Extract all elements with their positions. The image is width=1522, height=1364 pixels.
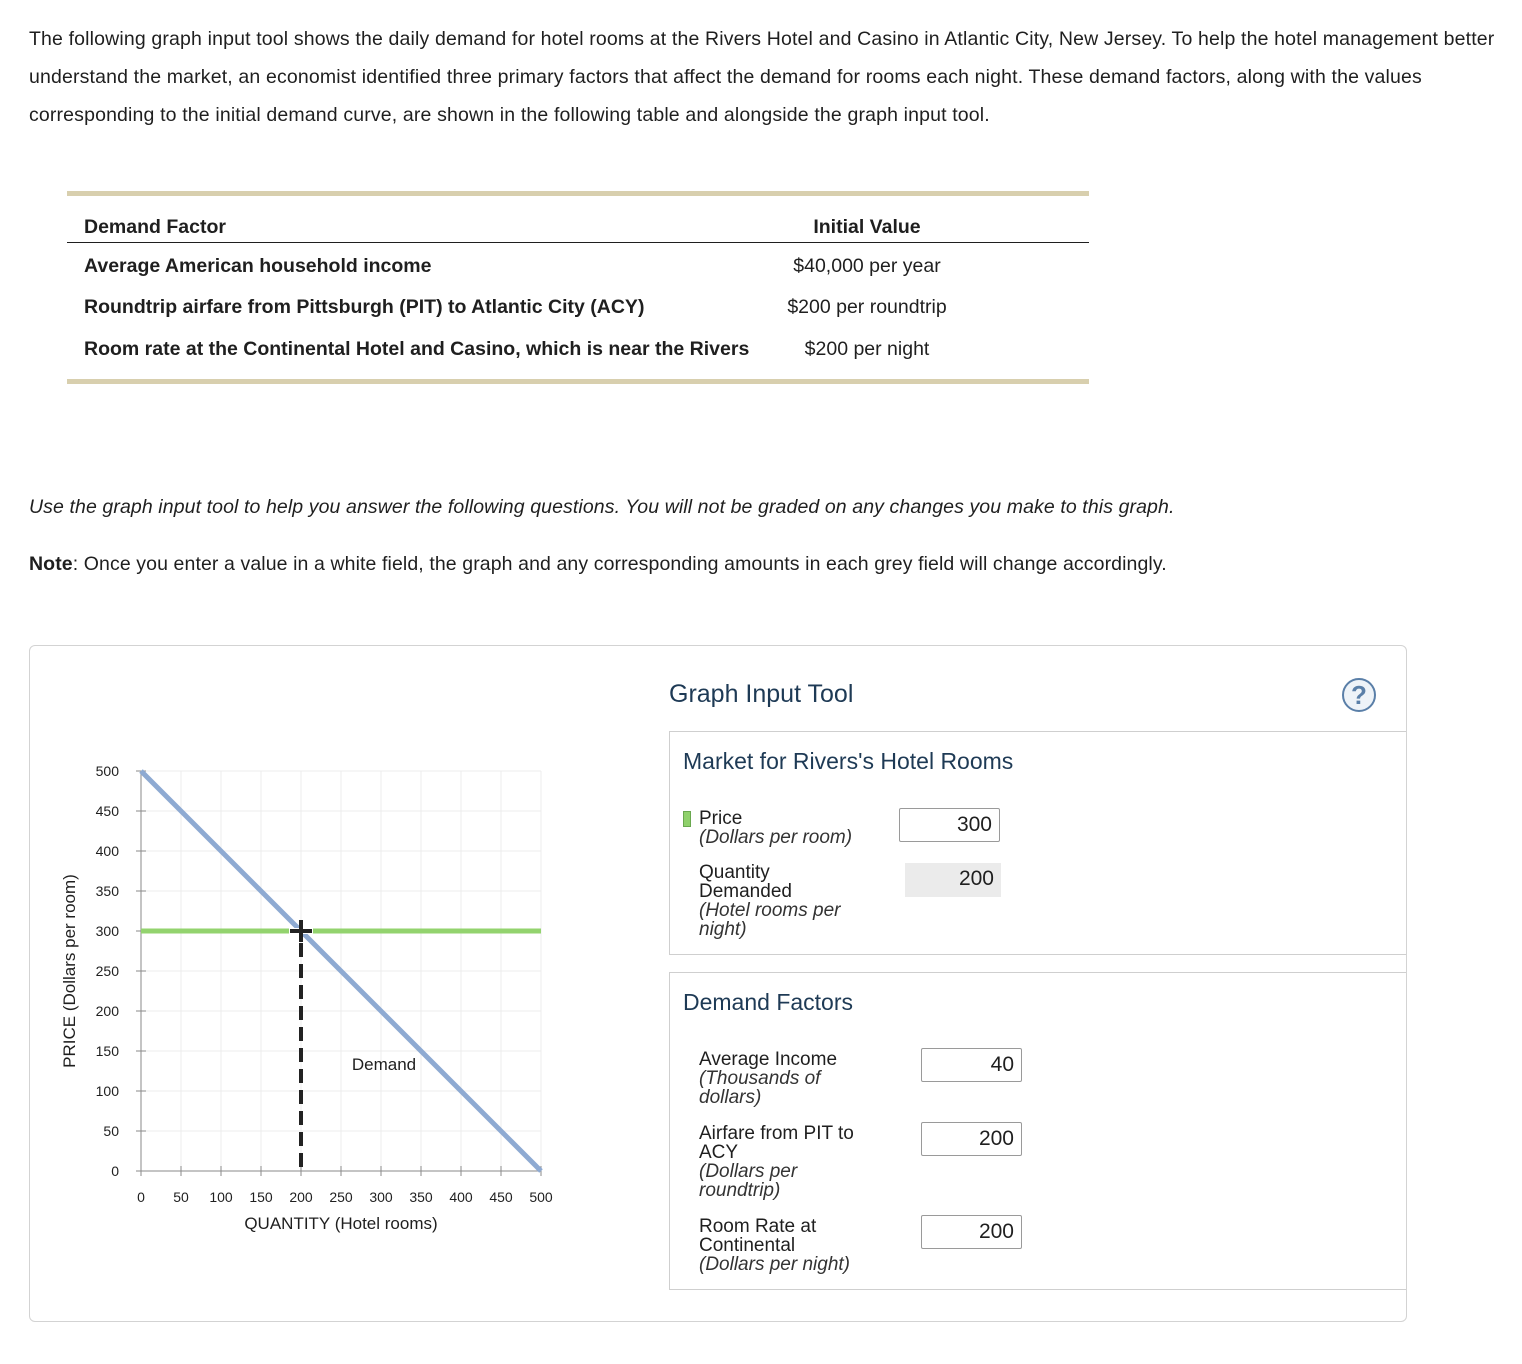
price-unit: (Dollars per room) — [699, 827, 853, 848]
airfare-label — [699, 1124, 854, 1200]
demand-graph[interactable] — [0, 0, 700, 1364]
room-rate-input[interactable]: 200 — [921, 1215, 1022, 1249]
x-tick-label: 250 — [329, 1189, 353, 1205]
price-input[interactable]: 300 — [899, 808, 1000, 842]
row-factor: Roundtrip airfare from Pittsburgh (PIT) to Atlantic City (ACY) — [84, 296, 645, 318]
y-tick-label: 0 — [111, 1163, 119, 1179]
y-tick-label: 250 — [95, 963, 119, 979]
x-tick-label: 500 — [529, 1189, 553, 1205]
x-axis-title: QUANTITY (Hotel rooms) — [244, 1214, 438, 1233]
qty-label-1: Quantity — [699, 862, 770, 883]
intro-paragraph: The following graph input tool shows the daily demand for hotel rooms at the Rivers Hotel and Casino in Atlantic City, New Jersey. To help the hotel management better understand the market, an economist identified three primary factors that affect the demand for rooms each night. These demand factors, along with the values corresponding to the initial demand curve, are shown in the following table and alongside the graph input tool. — [29, 28, 1495, 126]
airfare-input[interactable]: 200 — [921, 1122, 1022, 1156]
x-tick-label: 200 — [289, 1189, 313, 1205]
header-demand-factor: Demand Factor — [84, 216, 226, 238]
y-tick-label: 150 — [95, 1043, 119, 1059]
y-tick-label: 300 — [95, 923, 119, 939]
price-label-text: Price — [699, 808, 743, 829]
market-panel — [669, 731, 1406, 955]
qty-unit-1: (Hotel rooms per — [699, 900, 841, 921]
price-line-swatch — [683, 811, 691, 827]
y-tick-label: 450 — [95, 803, 119, 819]
demand-factors-panel — [669, 972, 1406, 1290]
row-factor: Room rate at the Continental Hotel and Casino, which is near the Rivers — [84, 338, 750, 360]
header-initial-value: Initial Value — [813, 216, 921, 238]
income-label — [699, 1050, 837, 1107]
row-value: $200 per roundtrip — [787, 296, 947, 318]
airfare-label-1: Airfare from PIT to — [699, 1123, 854, 1144]
note-label: Note — [29, 553, 73, 575]
y-tick-label: 400 — [95, 843, 119, 859]
x-tick-label: 400 — [449, 1189, 473, 1205]
x-tick-label: 50 — [173, 1189, 189, 1205]
x-tick-label: 300 — [369, 1189, 393, 1205]
airfare-unit-1: (Dollars per — [699, 1161, 798, 1182]
x-tick-label: 150 — [249, 1189, 273, 1205]
airfare-unit-2: roundtrip) — [699, 1180, 781, 1201]
price-label — [699, 809, 852, 847]
help-icon[interactable]: ? — [1342, 678, 1376, 712]
room-label-1: Room Rate at — [699, 1216, 817, 1237]
room-unit: (Dollars per night) — [699, 1254, 850, 1275]
x-tick-label: 100 — [209, 1189, 233, 1205]
qty-label-2: Demanded — [699, 881, 792, 902]
room-label-2: Continental — [699, 1235, 796, 1256]
instructions: Use the graph input tool to help you answer the following questions. You will not be graded on any changes you make to this graph. — [29, 496, 1175, 518]
y-tick-label: 350 — [95, 883, 119, 899]
market-panel-title: Market for Rivers's Hotel Rooms — [683, 748, 1014, 774]
income-unit-1: (Thousands of — [699, 1068, 821, 1089]
income-label-text: Average Income — [699, 1049, 838, 1070]
y-tick-label: 100 — [95, 1083, 119, 1099]
tool-title: Graph Input Tool — [669, 680, 854, 708]
quantity-demanded-label — [699, 863, 841, 939]
x-tick-label: 450 — [489, 1189, 513, 1205]
quantity-demanded-field: 200 — [905, 863, 1001, 897]
income-unit-2: dollars) — [699, 1087, 762, 1108]
x-tick-label: 0 — [137, 1189, 145, 1205]
row-value: $200 per night — [804, 338, 930, 360]
note-text: : Once you enter a value in a white field, the graph and any corresponding amounts in each grey field will change accordingly. — [72, 553, 1167, 575]
y-axis-title: PRICE (Dollars per room) — [60, 874, 79, 1068]
demand-curve-label: Demand — [351, 1055, 417, 1074]
row-value: $40,000 per year — [793, 255, 941, 277]
x-tick-label: 350 — [409, 1189, 433, 1205]
y-tick-label: 200 — [95, 1003, 119, 1019]
room-rate-label — [699, 1217, 850, 1274]
y-tick-label: 50 — [103, 1123, 119, 1139]
demand-factors-title: Demand Factors — [683, 989, 854, 1015]
y-tick-label: 500 — [95, 763, 119, 779]
airfare-label-2: ACY — [699, 1142, 739, 1163]
qty-unit-2: night) — [699, 919, 747, 940]
income-input[interactable]: 40 — [921, 1048, 1022, 1082]
row-factor: Average American household income — [84, 255, 432, 277]
